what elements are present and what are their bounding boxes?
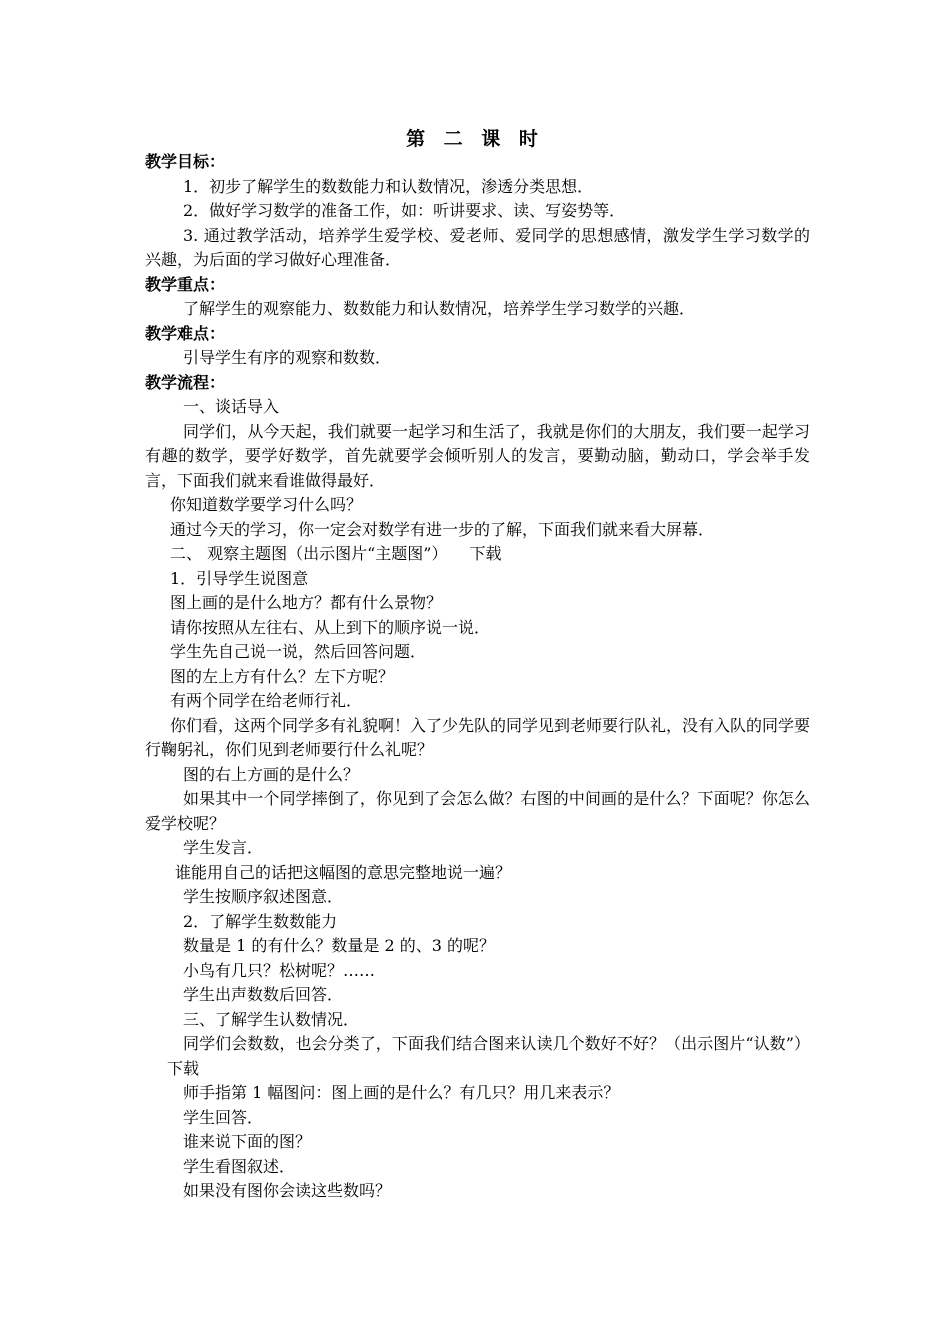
step-describe-picture: 1．引导学生说图意 — [170, 568, 309, 588]
question-what-to-learn: 你知道数学要学习什么吗？ — [170, 495, 363, 514]
process-heading: 教学流程： — [145, 372, 226, 392]
numbers-paragraph — [145, 1032, 810, 1081]
student-retell: 学生按顺序叙述图意． — [183, 887, 344, 906]
intro-screen-text: 通过今天的学习，你一定会对数学有进一步的了解，下面我们就来看大屏幕． — [170, 519, 715, 539]
courtesy-paragraph: 你们看，这两个同学多有礼貌啊！入了少先队的同学见到老师要行队礼，没有入队的同学要行鞠躬礼，你们见到老师要行什么礼呢？ — [145, 715, 811, 759]
goal-item-2: 2．做好学习数学的准备工作，如：听讲要求、读、写姿势等． — [183, 201, 626, 220]
goal-item-1: 1．初步了解学生的数数能力和认数情况，渗透分类思想． — [183, 176, 594, 196]
section-observe-label: 二、 观察主题图（出示图片“主题图”） — [170, 544, 448, 563]
student-describe: 学生看图叙述． — [183, 1156, 296, 1176]
section-observe-title — [145, 542, 810, 567]
question-next-picture: 谁来说下面的图？ — [183, 1132, 312, 1151]
question-where: 图上画的是什么地方？都有什么景物？ — [170, 593, 443, 612]
difficulty-heading: 教学难点： — [145, 323, 226, 343]
fall-paragraph: 如果其中一个同学摔倒了，你见到了会怎么做？右图的中间画的是什么？下面呢？你怎么爱学校呢？ — [145, 789, 810, 833]
goals-heading: 教学目标： — [145, 152, 226, 171]
question-birds: 小鸟有几只？松树呢？…… — [183, 960, 376, 980]
student-speak: 学生发言． — [183, 838, 264, 857]
answer-salute: 有两个同学在给老师行礼． — [170, 691, 363, 710]
difficulty-text: 引导学生有序的观察和数数． — [183, 348, 392, 367]
intro-paragraph: 同学们，从今天起，我们就要一起学习和生活了，我就是你们的大朋友，我们要一起学习有趣的数学，要学好数学，首先就要学会倾听别人的发言，要勤动脑，勤动口，学会举手发言，下面我们就来看谁做得最好． — [145, 421, 810, 490]
question-quantity: 数量是 1 的有什么？数量是 2 的、3 的呢？ — [183, 936, 495, 955]
step-counting: 2．了解学生数数能力 — [183, 911, 338, 931]
download-link-numbers-image[interactable]: 下载 — [167, 1058, 200, 1078]
key-point-heading: 教学重点： — [145, 274, 226, 294]
question-upper-left: 图的左上方有什么？左下方呢？ — [170, 666, 395, 686]
question-read-numbers: 如果没有图你会读这些数吗？ — [183, 1181, 392, 1200]
lesson-title: 第 二 课 时 — [406, 128, 544, 150]
section-numbers-title: 三、了解学生认数情况． — [183, 1009, 360, 1029]
numbers-paragraph-text: 同学们会数数，也会分类了，下面我们结合图来认读几个数好不好？（出示图片“认数”） — [183, 1034, 810, 1053]
question-upper-right: 图的右上方画的是什么？ — [183, 764, 360, 784]
goal-item-3: 3. 通过教学活动，培养学生爱学校、爱老师、爱同学的思想感情，激发学生学习数学的兴趣，为后面的学习做好心理准备． — [145, 225, 810, 269]
question-retell: 谁能用自己的话把这幅图的意思完整地说一遍？ — [175, 862, 512, 882]
teacher-points-question: 师手指第 1 幅图问：图上画的是什么？有几只？用几来表示？ — [183, 1083, 620, 1102]
section-intro-title: 一、谈话导入 — [183, 397, 280, 416]
instruction-order: 请你按照从左往右、从上到下的顺序说一说． — [170, 617, 491, 637]
document-body — [145, 150, 810, 1204]
student-count-aloud: 学生出声数数后回答． — [183, 985, 344, 1004]
student-say-first: 学生先自己说一说，然后回答问题． — [170, 642, 427, 661]
download-link-theme-image[interactable]: 下载 — [469, 544, 502, 563]
student-answer: 学生回答． — [183, 1107, 264, 1127]
key-point-text: 了解学生的观察能力、数数能力和认数情况，培养学生学习数学的兴趣． — [183, 299, 696, 318]
